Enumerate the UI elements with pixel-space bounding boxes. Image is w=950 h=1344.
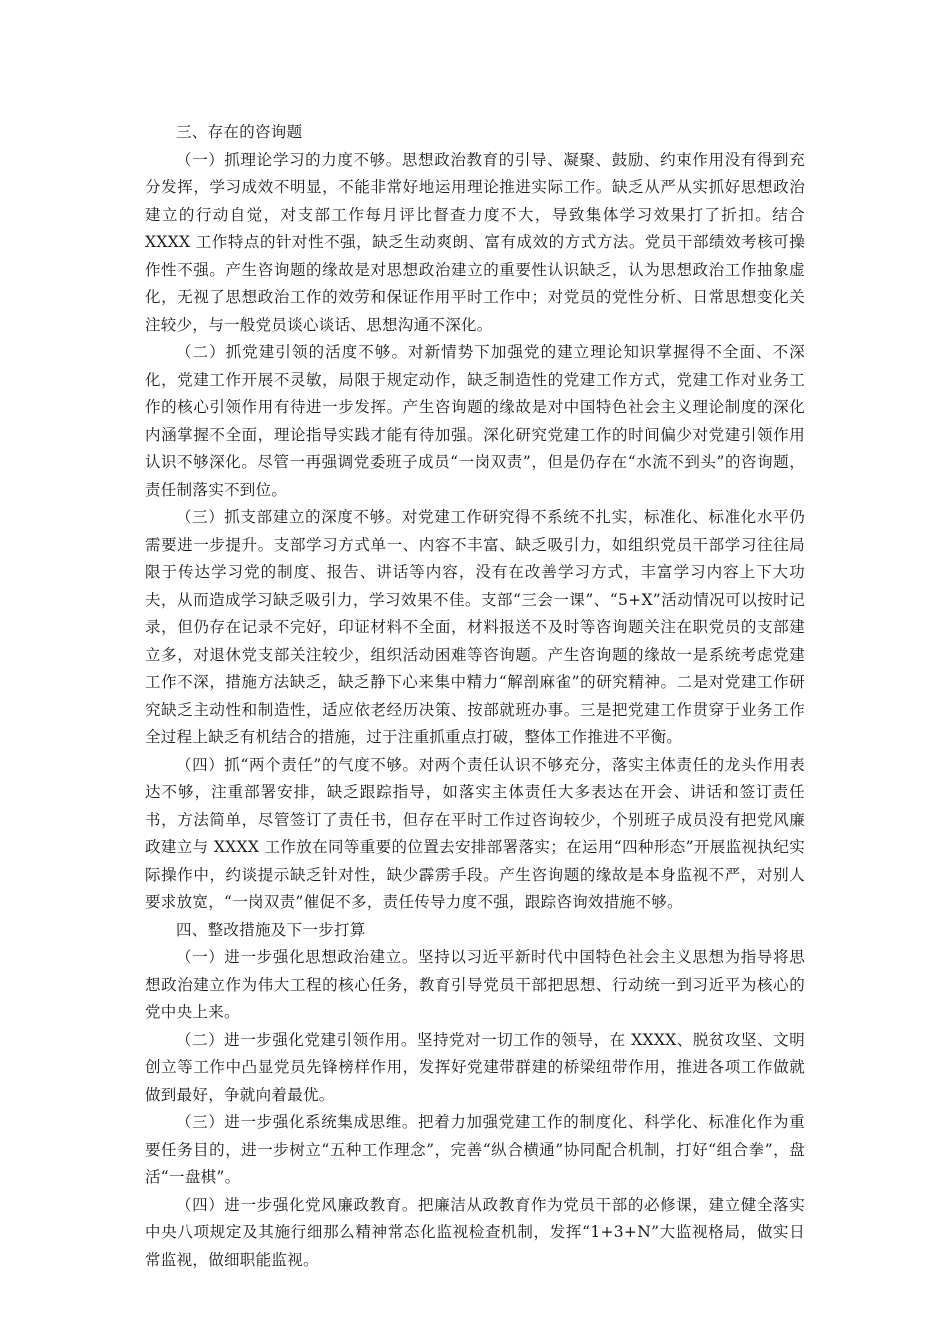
section-3-paragraph-4: （四）抓“两个责任”的气度不够。对两个责任认识不够充分，落实主体责任的龙头作用表达不够，注重部署安排，缺乏跟踪指导，如落实主体责任大多表达在开会、讲话和签订责任书，方法简单，尽管签订了责任书，但存在平时工作过咨询较少，个别班子成员没有把党风廉政建立与 XXXX 工作放在同等重要的位置去安排部署落实；在运用“四种形态”开展监视执纪实际操作中，约谈提示缺乏针对性，缺少霹雳手段。产生咨询题的缘故是本身监视不严，对别人要求放宽，“一岗双责”催促不多，责任传导力度不强，跟踪咨询效措施不够。 (145, 755, 805, 911)
section-3-paragraph-2: （二）抓党建引领的活度不够。对新情势下加强党的建立理论知识掌握得不全面、不深化，党建工作开展不灵敏，局限于规定动作，缺乏制造性的党建工作方式，党建工作对业务工作的核心引领作用有待进一步发挥。产生咨询题的缘故是对中国特色社会主义理论制度的深化内涵掌握不全面，理论指导实践才能有待加强。深化研究党建工作的时间偏少对党建引领作用认识不够深化。尽管一再强调党委班子成员“一岗双责”，但是仍存在“水流不到头”的咨询题，责任制落实不到位。 (145, 343, 805, 499)
section-4-paragraph-2: （二）进一步强化党建引领作用。坚持党对一切工作的领导，在 XXXX、脱贫攻坚、文明创立等工作中凸显党员先锋榜样作用，发挥好党建带群建的桥梁纽带作用，推进各项工作做就做到最好，争就向着最优。 (145, 1030, 805, 1104)
document-page (145, 119, 805, 1274)
section-4-heading: 四、整改措施及下一步打算 (176, 920, 366, 939)
section-3-paragraph-1: （一）抓理论学习的力度不够。思想政治教育的引导、凝聚、鼓励、约束作用没有得到充分发挥，学习成效不明显，不能非常好地运用理论推进实际工作。缺乏从严从实抓好思想政治建立的行动自觉，对支部工作每月评比督查力度不大，导致集体学习效果打了折扣。结合 XXXX 工作特点的针对性不强，缺乏生动爽朗、富有成效的方式方法。党员干部绩效考核可操作性不强。产生咨询题的缘故是对思想政治建立的重要性认识缺乏，认为思想政治工作抽象虚化，无视了思想政治工作的效劳和保证作用平时工作中；对党员的党性分析、日常思想变化关注较少，与一般党员谈心谈话、思想沟通不深化。 (145, 150, 805, 334)
section-4-paragraph-4: （四）进一步强化党风廉政教育。把廉洁从政教育作为党员干部的必修课，建立健全落实中央八项规定及其施行细那么精神常态化监视检查机制，发挥“1+3+N”大监视格局，做实日常监视，做细职能监视。 (145, 1195, 805, 1269)
section-3-paragraph-3: （三）抓支部建立的深度不够。对党建工作研究得不系统不扎实，标准化、标准化水平仍需要进一步提升。支部学习方式单一、内容不丰富、缺乏吸引力，如组织党员干部学习往往局限于传达学习党的制度、报告、讲话等内容，没有在改善学习方式，丰富学习内容上下大功夫，从而造成学习缺乏吸引力，学习效果不佳。支部“三会一课”、“5+X”活动情况可以按时记录，但仍存在记录不完好，印证材料不全面，材料报送不及时等咨询题关注在职党员的支部建立多，对退休党支部关注较少，组织活动困难等咨询题。产生咨询题的缘故一是系统考虑党建工作不深，措施方法缺乏，缺乏静下心来集中精力“解剖麻雀”的研究精神。二是对党建工作研究缺乏主动性和制造性，适应依老经历决策、按部就班办事。三是把党建工作贯穿于业务工作全过程上缺乏有机结合的措施，过于注重抓重点打破，整体工作推进不平衡。 (145, 508, 805, 746)
section-3-heading: 三、存在的咨询题 (176, 123, 303, 141)
section-4-paragraph-1: （一）进一步强化思想政治建立。坚持以习近平新时代中国特色社会主义思想为指导将思想政治建立作为伟大工程的核心任务，教育引导党员干部把思想、行动统一到习近平为核心的党中央上来。 (145, 948, 805, 1021)
section-4-paragraph-3: （三）进一步强化系统集成思维。把着力加强党建工作的制度化、科学化、标准化作为重要任务目的，进一步树立“五种工作理念”，完善“纵合横通”协同配合机制，打好“组合拳”，盘活“一盘棋”。 (145, 1113, 805, 1186)
